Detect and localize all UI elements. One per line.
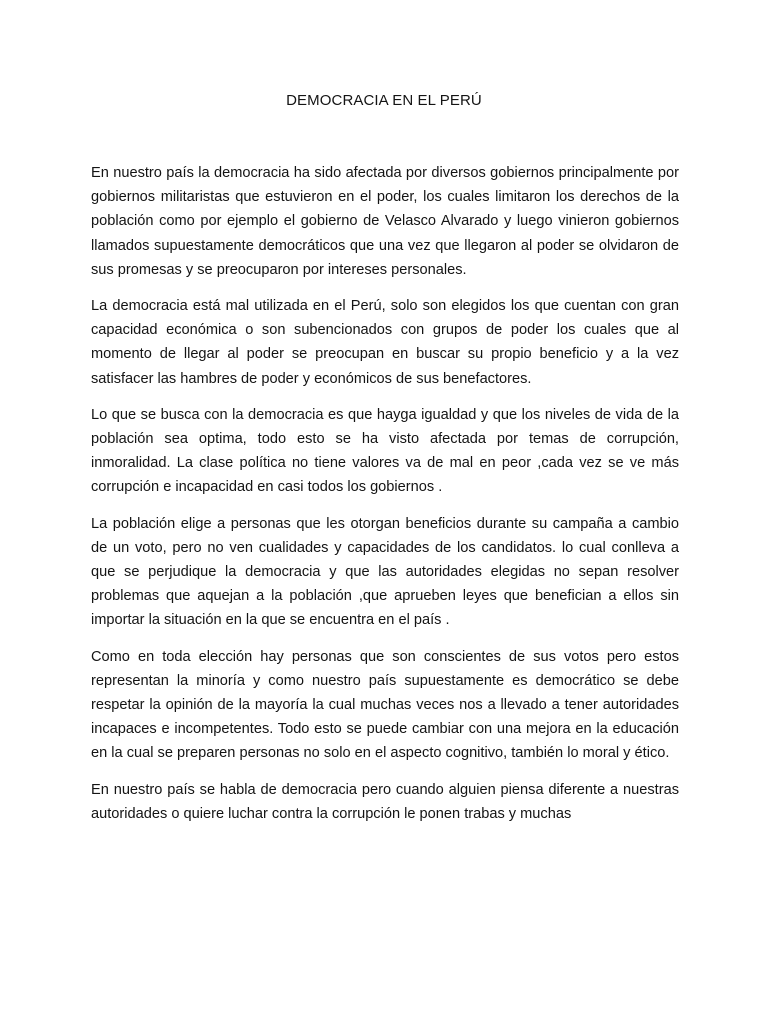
paragraph-5: Como en toda elección hay personas que son conscientes de sus votos pero estos representan la minoría y como nuestro país supuestamente es democrático se debe respetar la opinión de la mayoría la cual muchas veces nos a llevado a tener autoridades incapaces e incompetentes. Todo esto se puede cambiar con una mejora en la educación en la cual se preparen personas no solo en el aspecto cognitivo, también lo moral y ético. — [91, 648, 679, 762]
paragraph-2: La democracia está mal utilizada en el Perú, solo son elegidos los que cuentan con gran capacidad económica o son subencionados con grupos de poder los cuales que al momento de llegar al poder se preocupan en buscar su propio beneficio y a la vez satisfacer las hambres de poder y económicos de sus benefactores. — [91, 298, 679, 387]
paragraph-1: En nuestro país la democracia ha sido afectada por diversos gobiernos principalmente por gobiernos militaristas que estuvieron en el poder, los cuales limitaron los derechos de la población como por ejemplo el gobierno de Velasco Alvarado y luego vinieron gobiernos llamados supuestamente democráticos que una vez que llegaron al poder se olvidaron de sus promesas y se preocuparon por intereses personales. — [91, 165, 679, 278]
document-title: DEMOCRACIA EN EL PERÚ — [286, 92, 482, 109]
document-body — [91, 161, 679, 838]
paragraph-6: En nuestro país se habla de democracia pero cuando alguien piensa diferente a nuestras autoridades o quiere luchar contra la corrupción le ponen trabas y muchas — [91, 781, 679, 822]
paragraph-4: La población elige a personas que les otorgan beneficios durante su campaña a cambio de un voto, pero no ven cualidades y capacidades de los candidatos. lo cual conlleva a que se perjudique la democracia y que las autoridades elegidas no sepan resolver problemas que aquejan a la población ,que aprueben leyes que benefician a ellos sin importar la situación en la que se encuentra en el país . — [91, 515, 679, 629]
paragraph-3: Lo que se busca con la democracia es que hayga igualdad y que los niveles de vida de la población sea optima, todo esto se ha visto afectada por temas de corrupción, inmoralidad. La clase política no tiene valores va de mal en peor ,cada vez se ve más corrupción e incapacidad en casi todos los gobiernos . — [91, 406, 679, 496]
